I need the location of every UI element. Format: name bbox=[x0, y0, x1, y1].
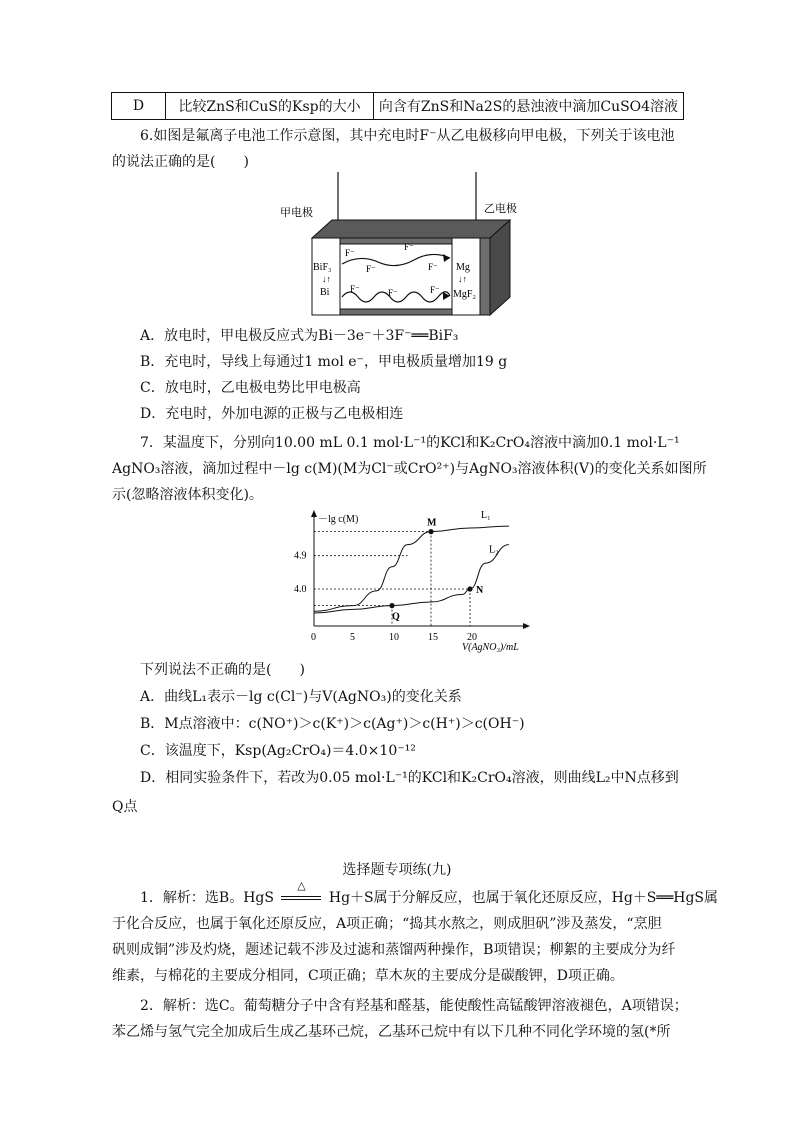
x-axis-label: V(AgNO₃)/mL bbox=[462, 642, 519, 653]
fluoride-battery-diagram bbox=[280, 172, 530, 322]
answer-1-line: 于化合反应，也属于氧化还原反应，A项正确；“捣其水熬之，则成胆矾”涉及蒸发，“烹胆 bbox=[112, 916, 662, 932]
table-cell-purpose: 比较ZnS和CuS的Ksp的大小 bbox=[166, 93, 374, 119]
ion-label: F⁻ bbox=[404, 242, 414, 252]
q6-option-d: D．充电时，外加电源的正极与乙电极相连 bbox=[140, 406, 404, 422]
y-axis-label: －lg c(M) bbox=[318, 514, 359, 525]
answer-1-suffix: Hg＋S属于分解反应，也属于氧化还原反应，Hg＋S══HgS属 bbox=[328, 890, 719, 906]
series-label: L₂ bbox=[489, 544, 499, 556]
svg-text:↓↑: ↓↑ bbox=[322, 274, 331, 284]
q7-option-b: B．M点溶液中：c(NO⁺)＞c(K⁺)＞c(Ag⁺)＞c(H⁺)＞c(OH⁻) bbox=[140, 716, 525, 732]
ion-label: F⁻ bbox=[388, 288, 398, 298]
label-left-electrode: 甲电极 bbox=[280, 207, 313, 219]
heating-arrow bbox=[280, 879, 322, 908]
label-bi: Bi bbox=[320, 287, 330, 298]
answer-1-line bbox=[140, 879, 719, 908]
y-tick-label: 4.9 bbox=[294, 550, 307, 562]
table-cell-option: D bbox=[112, 93, 166, 119]
q7-option-a: A．曲线L₁表示－lg c(Cl⁻)与V(AgNO₃)的变化关系 bbox=[140, 689, 462, 705]
answers-title: 选择题专项练(九) bbox=[342, 862, 452, 878]
q7-question: 下列说法不正确的是( ) bbox=[140, 662, 305, 678]
answer-1-prefix: 1．解析：选B。HgS bbox=[140, 890, 274, 906]
ion-label: F⁻ bbox=[345, 248, 355, 258]
titration-curve-chart bbox=[280, 508, 540, 656]
label-right-electrode: 乙电极 bbox=[484, 203, 517, 215]
series-label: L₁ bbox=[481, 510, 491, 522]
series-line-1 bbox=[314, 526, 509, 611]
cell-top bbox=[312, 220, 510, 238]
ion-label: F⁻ bbox=[430, 285, 440, 295]
x-tick-label: 20 bbox=[467, 632, 477, 643]
x-tick-label: 15 bbox=[428, 632, 438, 643]
answer-1-line: 维素，与棉花的主要成分相同，C项正确；草木灰的主要成分是碳酸钾，D项正确。 bbox=[112, 968, 624, 984]
data-point bbox=[467, 586, 472, 591]
q7-option-d-cont: Q点 bbox=[112, 799, 138, 815]
answer-2-line: 苯乙烯与氢气完全加成后生成乙基环己烷，乙基环己烷中有以下几种不同化学环境的氢(*所 bbox=[112, 1024, 671, 1040]
y-axis-arrow bbox=[311, 510, 317, 517]
x-tick-label: 5 bbox=[350, 632, 355, 643]
comparison-table-row bbox=[111, 92, 684, 120]
x-axis-arrow bbox=[523, 623, 530, 629]
answer-1-line: 矾则成铜”涉及灼烧，题述记载不涉及过滤和蒸馏两种操作，B项错误；柳絮的主要成分为纤 bbox=[112, 942, 676, 958]
point-label: Q bbox=[392, 611, 400, 623]
ion-label: F⁻ bbox=[428, 262, 438, 272]
x-tick-label: 0 bbox=[311, 632, 316, 643]
q7-stem: 7．某温度下，分别向10.00 mL 0.1 mol·L⁻¹的KCl和K₂CrO₄溶液中滴加0.1 mol·L⁻¹ bbox=[140, 435, 680, 451]
label-bif3: BiF₃ bbox=[313, 262, 332, 273]
q7-stem-cont: 示(忽略溶液体积变化)。 bbox=[112, 487, 263, 503]
y-tick-label: 4.0 bbox=[294, 584, 307, 595]
data-point bbox=[428, 529, 433, 534]
data-point bbox=[389, 603, 394, 608]
x-tick-label: 10 bbox=[389, 632, 399, 643]
point-label: N bbox=[476, 585, 484, 596]
svg-text:↓↑: ↓↑ bbox=[458, 274, 467, 284]
point-label: M bbox=[427, 517, 437, 529]
q7-option-d: D．相同实验条件下，若改为0.05 mol·L⁻¹的KCl和K₂CrO₄溶液，则曲线L₂中N点移到 bbox=[140, 770, 679, 786]
heating-condition: △ bbox=[297, 879, 306, 892]
q6-stem-cont: 的说法正确的是( ) bbox=[112, 154, 249, 170]
table-cell-operation: 向含有ZnS和Na2S的悬浊液中滴加CuSO4溶液 bbox=[378, 99, 679, 115]
ion-label: F⁻ bbox=[366, 264, 376, 274]
ion-label: F⁻ bbox=[350, 284, 360, 294]
series-line-2 bbox=[314, 545, 509, 613]
q6-option-c: C．放电时，乙电极电势比甲电极高 bbox=[140, 380, 361, 396]
q7-stem-cont: AgNO₃溶液，滴加过程中－lg c(M)(M为Cl⁻或CrO²⁺)与AgNO₃溶液体积(V)的变化关系如图所 bbox=[112, 461, 707, 477]
q6-option-a: A．放电时，甲电极反应式为Bi－3e⁻＋3F⁻══BiF₃ bbox=[140, 328, 459, 344]
answer-2-line: 2．解析：选C。葡萄糖分子中含有羟基和醛基，能使酸性高锰酸钾溶液褪色，A项错误； bbox=[140, 998, 688, 1014]
q7-option-c: C．该温度下，Ksp(Ag₂CrO₄)＝4.0×10⁻¹² bbox=[140, 743, 416, 759]
label-mgf2: MgF₂ bbox=[453, 289, 476, 300]
q6-option-b: B．充电时，导线上每通过1 mol e⁻，甲电极质量增加19 g bbox=[140, 354, 508, 370]
label-mg: Mg bbox=[456, 262, 470, 273]
q6-stem: 6.如图是氟离子电池工作示意图，其中充电时F⁻从乙电极移向甲电极，下列关于该电池 bbox=[140, 128, 675, 144]
